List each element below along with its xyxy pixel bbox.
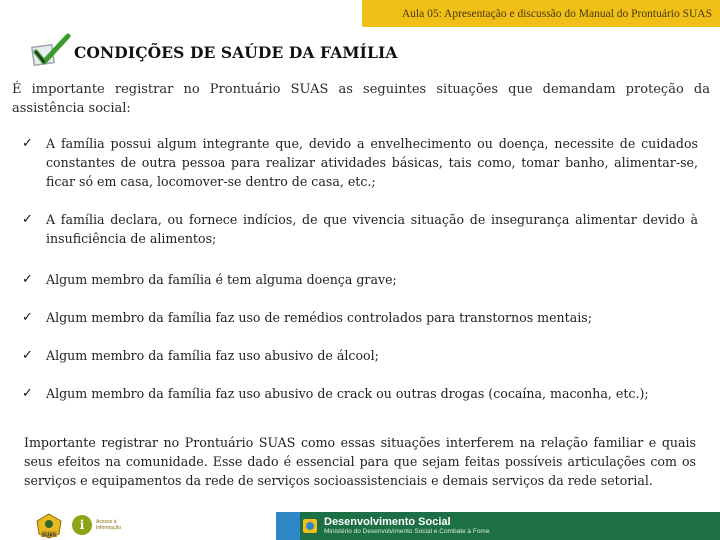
- info-logo-text: Acesso à Informação: [96, 519, 122, 531]
- info-icon: i: [72, 515, 92, 535]
- footer-bar: [0, 512, 720, 540]
- list-item-text: Algum membro da família faz uso abusivo de crack ou outras drogas (cocaína, maconha, etc.);: [46, 386, 649, 401]
- ministry-accent: [276, 512, 300, 540]
- check-icon: ✓: [22, 136, 33, 151]
- list-item: [22, 270, 698, 289]
- suas-logo: [34, 512, 64, 540]
- check-icon: ✓: [22, 212, 33, 227]
- intro-paragraph: É importante registrar no Prontuário SUAS as seguintes situações que demandam proteção da assistência social:: [12, 82, 710, 116]
- suas-logo-text: SUAS: [42, 532, 56, 539]
- slide-title: CONDIÇÕES DE SAÚDE DA FAMÍLIA: [74, 42, 398, 62]
- list-item: [22, 308, 698, 327]
- list-item-text: Algum membro da família é tem alguma doença grave;: [46, 272, 397, 287]
- ministry-brand: [302, 514, 489, 538]
- check-icon: ✓: [22, 348, 33, 363]
- list-item-text: Algum membro da família faz uso abusivo de álcool;: [46, 348, 379, 363]
- title-row: [30, 32, 397, 72]
- list-item: [22, 134, 698, 191]
- list-item-text: A família declara, ou fornece indícios, de que vivencia situação de insegurança alimentar devido à insuficiência de alimentos;: [46, 212, 698, 246]
- check-icon: ✓: [22, 386, 33, 401]
- brand-subtitle: Ministério do Desenvolvimento Social e Combate à Fome: [324, 528, 490, 535]
- list-item: [22, 346, 698, 365]
- list-item-text: Algum membro da família faz uso de remédios controlados para transtornos mentais;: [46, 310, 592, 325]
- check-icon: ✓: [22, 272, 33, 287]
- course-label: Aula 05: Apresentação e discussão do Manual do Prontuário SUAS: [401, 7, 712, 20]
- closing-paragraph: Importante registrar no Prontuário SUAS como essas situações interferem na relação familiar e quais seus efeitos na comunidade. Esse dado é essencial para que sejam feitas possíveis articulações com os serviços e equipamentos da rede de serviços socioassistenciais e demais serviços da rede setorial.: [24, 435, 696, 488]
- list-item-text: A família possui algum integrante que, devido a envelhecimento ou doença, necessite de cuidados constantes de outra pessoa para realizar atividades básicas, tais como, tomar banho, alimentar-se, ficar só em casa, locomover-se dentro de casa, etc.;: [46, 136, 698, 189]
- brand-name: Desenvolvimento Social: [324, 516, 451, 528]
- access-info-logo: [72, 515, 126, 535]
- flag-icon: [302, 517, 318, 535]
- check-icon: ✓: [22, 310, 33, 325]
- course-header-bar: [362, 0, 720, 27]
- list-item: [22, 384, 698, 403]
- list-item: [22, 210, 698, 248]
- checkmark-icon: [30, 32, 72, 72]
